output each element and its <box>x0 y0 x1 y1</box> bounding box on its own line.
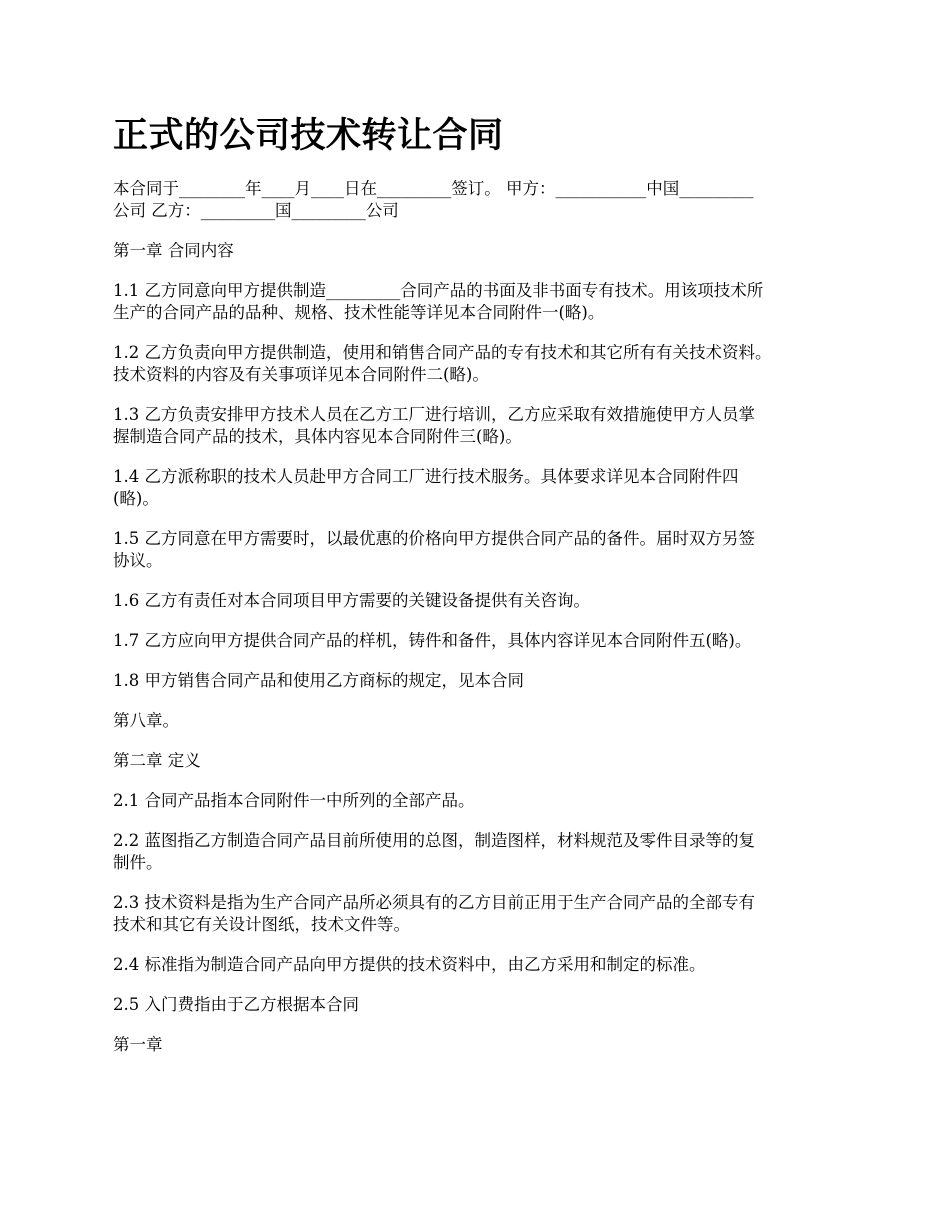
chapter-1-reference: 第一章 <box>113 1035 163 1054</box>
document-page <box>113 112 843 1074</box>
clause-2-3: 2.3 技术资料是指为生产合同产品所必须具有的乙方目前正用于生产合同产品的全部专有 技术和其它有关设计图纸，技术文件等。 <box>113 893 755 934</box>
clause-1-3: 1.3 乙方负责安排甲方技术人员在乙方工厂进行培训，乙方应采取有效措施使甲方人员掌 握制造合同产品的技术，具体内容见本合同附件三(略)。 <box>113 405 755 446</box>
clause-1-2: 1.2 乙方负责向甲方提供制造，使用和销售合同产品的专有技术和其它所有有关技术资料。 技术资料的内容及有关事项详见本合同附件二(略)。 <box>113 343 772 384</box>
clause-2-1: 2.1 合同产品指本合同附件一中所列的全部产品。 <box>113 791 475 810</box>
chapter-8-reference: 第八章。 <box>113 711 179 730</box>
chapter-2-heading: 第二章 定义 <box>113 751 201 770</box>
clause-1-8: 1.8 甲方销售合同产品和使用乙方商标的规定，见本合同 <box>113 671 524 690</box>
clause-1-1: 1.1 乙方同意向甲方提供制造_________合同产品的书面及非书面专有技术。用该项技术所 生产的合同产品的品种、规格、技术性能等详见本合同附件一(略)。 <box>113 281 764 322</box>
clause-1-4: 1.4 乙方派称职的技术人员赴甲方合同工厂进行技术服务。具体要求详见本合同附件四 (略)。 <box>113 467 739 508</box>
clause-2-5: 2.5 入门费指由于乙方根据本合同 <box>113 995 359 1014</box>
clause-2-4: 2.4 标准指为制造合同产品向甲方提供的技术资料中，由乙方采用和制定的标准。 <box>113 955 706 974</box>
clause-2-2: 2.2 蓝图指乙方制造合同产品目前所使用的总图，制造图样，材料规范及零件目录等的复 制件。 <box>113 831 755 872</box>
chapter-1-heading: 第一章 合同内容 <box>113 241 234 260</box>
contract-preamble: 本合同于________年____月____日在_________签订。 甲方：___________中国_________ 公司 乙方：_________国_________公司 <box>113 179 754 220</box>
clause-1-7: 1.7 乙方应向甲方提供合同产品的样机，铸件和备件，具体内容详见本合同附件五(略)。 <box>113 631 752 650</box>
document-title: 正式的公司技术转让合同 <box>113 116 504 156</box>
clause-1-6: 1.6 乙方有责任对本合同项目甲方需要的关键设备提供有关咨询。 <box>113 591 590 610</box>
clause-1-5: 1.5 乙方同意在甲方需要时，以最优惠的价格向甲方提供合同产品的备件。届时双方另签 协议。 <box>113 529 755 570</box>
